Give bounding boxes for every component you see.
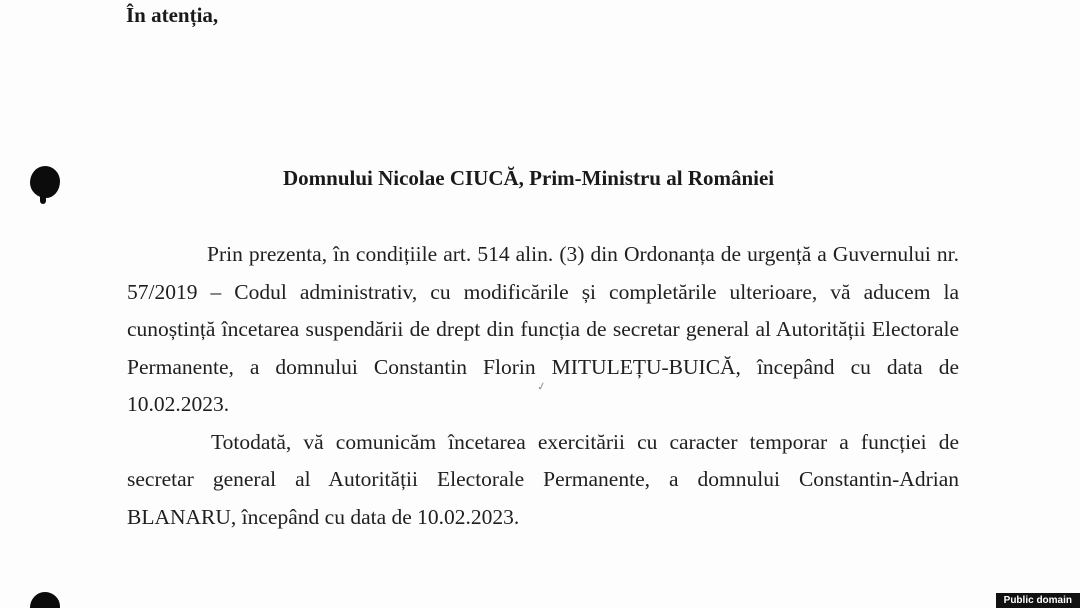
punch-hole-mark xyxy=(30,592,60,608)
pen-tick-mark: ✓ xyxy=(535,380,548,394)
salutation: În atenția, xyxy=(126,3,219,27)
punch-hole-mark xyxy=(30,166,60,198)
addressee-line: Domnului Nicolae CIUCĂ, Prim-Ministru al României xyxy=(283,166,775,190)
paragraph-termination: Totodată, vă comunicăm încetarea exercitării cu caracter temporar a funcției de secretar general al Autorității Electorale Permanente, a domnului Constantin-Adrian BLANARU, începând cu data de 10.02.2023. xyxy=(127,429,959,529)
paragraph-notification: Prin prezenta, în condițiile art. 514 alin. (3) din Ordonanța de urgență a Guvernului nr. 57/2019 – Codul administrativ, cu modificările și completările ulterioare, vă aducem la cunoștință încetarea suspendării de drept din funcția de secretar general al Autorității Electorale Permanente, a domnului Constantin Florin MITULEȚU-BUICĂ, începând cu data de 10.02.2023. xyxy=(127,242,959,416)
image-credit-badge: Public domain xyxy=(996,593,1080,608)
